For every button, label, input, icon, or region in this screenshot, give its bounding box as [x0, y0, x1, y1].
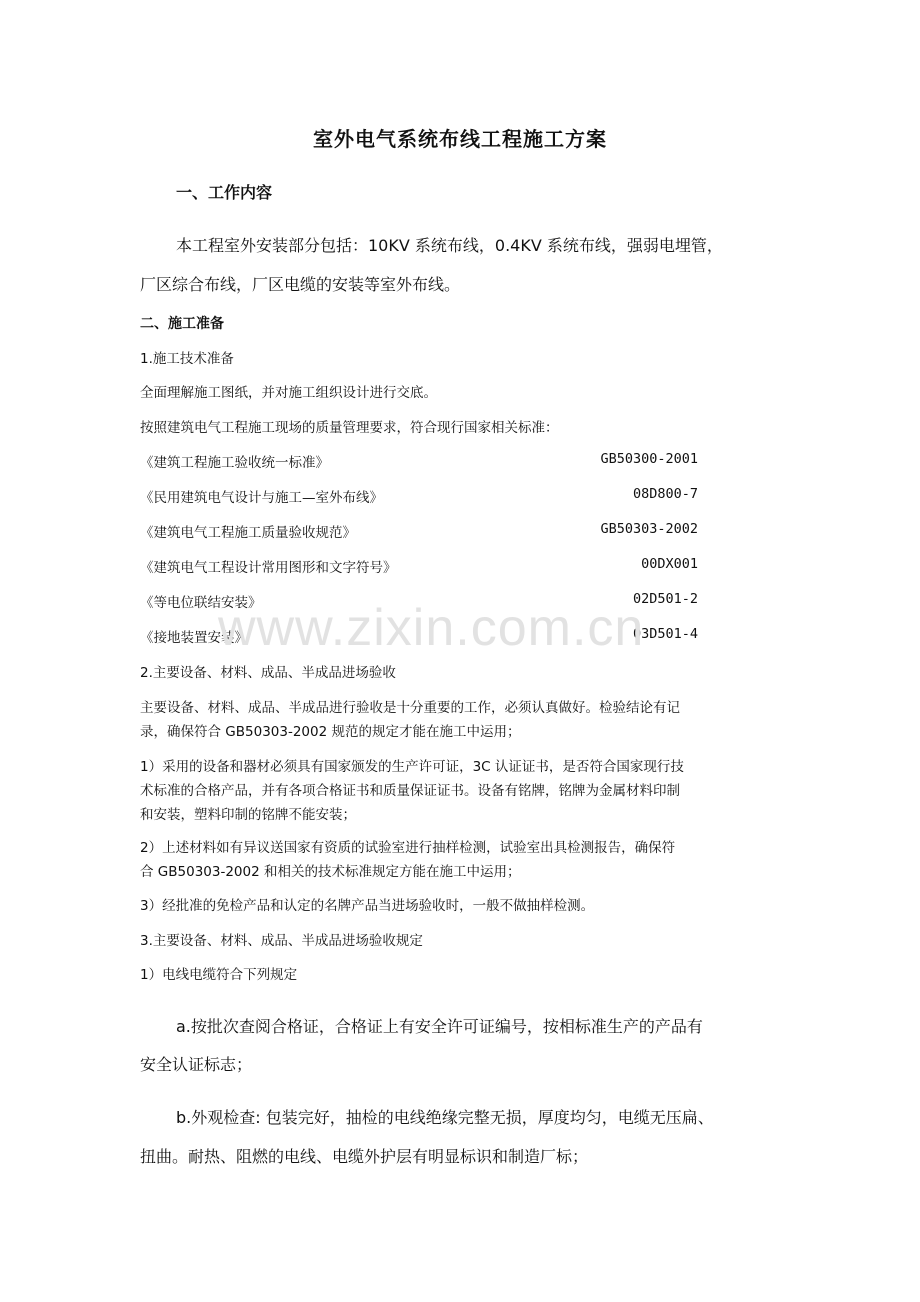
text-line: 1）采用的设备和器材必须具有国家颁发的生产许可证，3C 认证证书，是否符合国家现行技	[140, 759, 684, 775]
subsection-2-heading: 2.主要设备、材料、成品、半成品进场验收	[140, 665, 396, 681]
text-line: 2）上述材料如有异议送国家有资质的试验室进行抽样检测，试验室出具检测报告，确保符	[140, 840, 676, 856]
text-line: 3）经批准的免检产品和认定的名牌产品当进场验收时，一般不做抽样检测。	[140, 898, 595, 914]
standard-code: GB50300-2001	[600, 451, 698, 467]
standard-code: 00DX001	[641, 556, 698, 572]
subsection-1-heading: 1.施工技术准备	[140, 351, 234, 367]
section-2-heading: 二、施工准备	[140, 316, 224, 332]
text-line: 按照建筑电气工程施工现场的质量管理要求，符合现行国家相关标准：	[140, 420, 559, 436]
watermark: www.zixin.com.cn	[218, 599, 645, 657]
standard-name: 《等电位联结安装》	[140, 595, 262, 611]
item-b-line-1: b.外观检查: 包装完好，抽检的电线绝缘完整无损，厚度均匀，电缆无压扁、	[176, 1108, 714, 1127]
section-1-paragraph-line-1: 本工程室外安装部分包括：10KV 系统布线，0.4KV 系统布线，强弱电埋管，	[176, 236, 723, 255]
section-1-paragraph-line-2: 厂区综合布线，厂区电缆的安装等室外布线。	[140, 275, 461, 294]
item-a-line-2: 安全认证标志；	[140, 1055, 253, 1074]
standard-name: 《建筑工程施工验收统一标准》	[140, 455, 329, 471]
text-line: 术标准的合格产品，并有各项合格证书和质量保证证书。设备有铭牌，铭牌为金属材料印制	[140, 783, 680, 799]
item-a-line-1: a.按批次查阅合格证，合格证上有安全许可证编号，按相标准生产的产品有	[176, 1017, 703, 1036]
standard-code: GB50303-2002	[600, 521, 698, 537]
standard-code: 02D501-2	[632, 591, 698, 607]
document-title: 室外电气系统布线工程施工方案	[313, 127, 607, 151]
text-line: 全面理解施工图纸，并对施工组织设计进行交底。	[140, 385, 437, 401]
standard-name: 《接地装置安装》	[140, 630, 248, 646]
standard-name: 《建筑电气工程施工质量验收规范》	[140, 525, 356, 541]
text-line: 主要设备、材料、成品、半成品进行验收是十分重要的工作，必须认真做好。检验结论有记	[140, 700, 680, 716]
standard-code: 03D501-4	[632, 626, 698, 642]
standard-name: 《建筑电气工程设计常用图形和文字符号》	[140, 560, 397, 576]
text-line: 合 GB50303-2002 和相关的技术标准规定方能在施工中运用；	[140, 864, 521, 880]
text-line: 和安装，塑料印制的铭牌不能安装；	[140, 807, 356, 823]
text-line: 1）电线电缆符合下列规定	[140, 967, 298, 983]
subsection-3-heading: 3.主要设备、材料、成品、半成品进场验收规定	[140, 933, 423, 949]
standard-code: 08D800-7	[632, 486, 698, 502]
text-line: 录，确保符合 GB50303-2002 规范的规定才能在施工中运用；	[140, 724, 521, 740]
section-1-heading: 一、工作内容	[176, 183, 273, 202]
item-b-line-2: 扭曲。耐热、阻燃的电线、电缆外护层有明显标识和制造厂标；	[140, 1147, 589, 1166]
standard-name: 《民用建筑电气设计与施工—室外布线》	[140, 490, 383, 506]
